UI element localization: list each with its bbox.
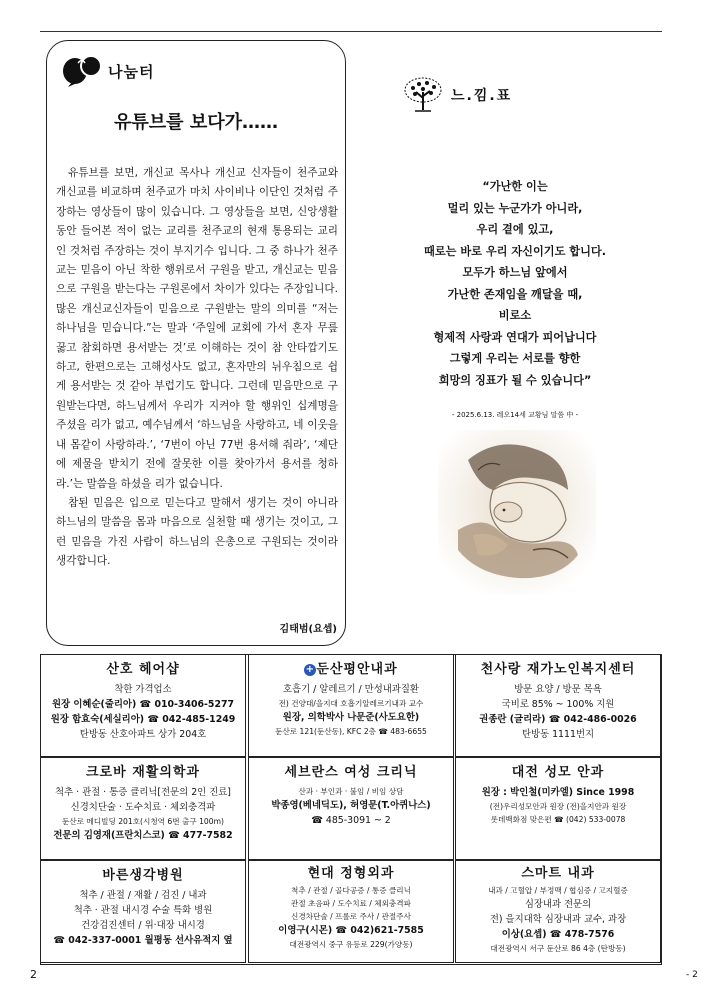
ad-line: 둔산로 121(둔산동), KFC 2층 ☎ 483-6655: [275, 727, 427, 736]
ad-line: 척추 / 관절 / 골다공증 / 통증 클리닉: [291, 886, 411, 895]
ad-title: 스마트 내과: [521, 866, 595, 881]
tree-icon: [403, 76, 443, 114]
ad-line: ☎ 485-3091 ~ 2: [311, 815, 391, 826]
ad-cell: [248, 860, 454, 963]
quote-line: 멀리 있는 누군가가 아니라,: [447, 201, 583, 215]
page-number: 2: [30, 968, 37, 981]
ad-cell: [248, 757, 454, 860]
ad-line: 방문 요양 / 방문 목욕: [514, 684, 602, 695]
ad-line: 대전광역시 중구 유등로 229(가양동): [289, 940, 413, 949]
page-edge-mark: - 2: [686, 970, 698, 980]
ad-line: 척추 · 관절 내시경 수술 특화 병원: [73, 905, 213, 916]
speech-bubbles-icon: [62, 54, 102, 88]
ad-cell: [40, 860, 246, 963]
ad-line: 국비로 85% ~ 100% 지원: [501, 699, 615, 710]
ad-line: 호흡기 / 알레르기 / 만성내과질환: [283, 684, 419, 695]
column-body: [56, 164, 338, 572]
ad-line: (전)우리성모안과 원장 (전)을지안과 원장: [489, 802, 627, 811]
ad-line: 탄방동 산호아파트 상가 204호: [79, 729, 207, 740]
ad-line: 전문의 김영재(프란치스코) ☎ 477-7582: [53, 830, 233, 841]
ad-line: 원장 이혜순(줄리아) ☎ 010-3406-5277: [51, 699, 235, 710]
column-author: 김태범(요셉): [279, 624, 337, 635]
quote-line: 형제적 사랑과 연대가 피어납니다: [433, 330, 597, 344]
ad-line: ☎ 042-337-0001 월평동 선사유적지 옆: [53, 935, 233, 946]
ad-title: 세브란스 여성 크리닉: [284, 765, 418, 780]
ad-line: 내과 / 고혈압 / 부정맥 / 협심증 / 고지혈증: [488, 886, 628, 895]
ad-cell: [40, 757, 246, 860]
ad-line: 척추 / 관절 / 재활 / 검진 / 내과: [79, 890, 207, 901]
medical-cross-icon: +: [305, 664, 315, 675]
column-header: [62, 54, 154, 88]
ad-cell: [455, 757, 661, 860]
quote: [360, 176, 670, 391]
ad-title: 크로바 재활의학과: [86, 765, 200, 780]
ad-title: 산호 헤어샵: [106, 662, 180, 677]
ad-line: 대전광역시 서구 둔산로 86 4층 (탄방동): [490, 944, 626, 953]
ad-cell: [455, 654, 661, 757]
quote-source: - 2025.6.13. 레오14세 교황님 말씀 中 -: [451, 411, 579, 419]
ad-title: 현대 정형외과: [307, 866, 395, 881]
quote-line: 비로소: [498, 309, 532, 322]
ad-line: 신경차단술 / 프롤로 주사 / 관절주사: [291, 912, 411, 921]
quote-line: 희망의 징표가 될 수 있습니다”: [438, 373, 592, 387]
column-title: 유튜브를 보다가……: [114, 112, 278, 133]
ad-line: 착한 가격업소: [114, 684, 172, 695]
ad-line: 권종란 (글리라) ☎ 042-486-0026: [479, 714, 637, 725]
ad-line: 박종영(베네딕도), 허영문(T.아퀴나스): [271, 800, 431, 811]
ad-line: 원장 : 박인철(미카엘) Since 1998: [481, 787, 635, 798]
ad-line: 원장 함효숙(세실리아) ☎ 042-485-1249: [50, 714, 236, 725]
ad-line: 둔산로 메디빌딩 201호(시청역 6번 출구 100m): [62, 817, 224, 826]
ad-line: 전) 을지대학 심장내과 교수, 과장: [489, 914, 627, 925]
ad-line: 탄방동 1111번지: [521, 729, 595, 740]
quote-line: “가난한 이는: [482, 180, 548, 193]
quote-line: 그렇게 우리는 서로를 향한: [449, 352, 581, 365]
ad-title: [249, 658, 453, 682]
ad-line: 이상(요셉) ☎ 478-7576: [501, 929, 615, 940]
ad-title-text: 둔산평안내과: [316, 662, 398, 677]
section-label: 느.낌.표: [451, 88, 513, 104]
quote-line: 모두가 하느님 앞에서: [462, 266, 568, 279]
shepherd-lamb-illustration: [438, 430, 596, 595]
feeling-header: [403, 76, 512, 114]
ad-line: 건강검진센터 / 위·대장 내시경: [81, 920, 205, 931]
ad-line: 심장내과 전문의: [524, 899, 592, 910]
ad-line: 롯데백화점 맞은편 ☎ (042) 533-0078: [490, 815, 626, 824]
quote-line: 우리 곁에 있고,: [476, 223, 554, 236]
ad-title: 천사랑 재가노인복지센터: [480, 662, 636, 677]
ad-title: 바른생각병원: [102, 868, 184, 883]
ad-line: 이영구(시몬) ☎ 042)621-7585: [278, 925, 424, 936]
ad-title: 대전 성모 안과: [511, 765, 605, 780]
ad-line: 산과 · 부인과 · 불임 / 비임 상담: [298, 787, 404, 796]
section-label: 나눔터: [108, 62, 155, 81]
quote-line: 가난한 존재임을 깨달을 때,: [447, 287, 583, 301]
quote-line: 때로는 바로 우리 자신이기도 합니다.: [424, 244, 606, 258]
ad-cell: [455, 860, 661, 963]
column-paragraph: 유튜브를 보면, 개신교 목사나 개신교 신자들이 천주교와 개신교를 비교하며 천주교가 마치 사이비나 이단인 것처럼 주장하는 영상들이 많이 있습니다. 그 영상들을 보면, 신앙생활 동안 들어본 적이 없는 교리를 천주교의 현재 통용되는 교리인 것처럼 주장하는 것이 부지기수 입니다. 그 중 하나가 천주교는 믿음이 아닌 착한 행위로서 구원을 받고, 개신교는 믿음으로 구원을 받는다는 구원론에서 차이가 있다는 주장입니다. 많은 개신교신자들이 믿음으로 구원받는 말의 의미를 “저는 하나님을 믿습니다.”는 말과 ‘주일에 교회에 가서 혼자 무릎 꿇고 참회하면 용서받는 것’로 이해하는 것이 참 안타깝기도 하고, 한편으로는 고해성사도 없고, 혼자만의 뉘우침으로 쉽게 용서받는 것 같아 부럽기도 합니다. 그런데 믿음만으로 구원받는다면, 하느님께서 우리가 지켜야 할 행위인 십계명을 주셨을 리가 없고, 예수님께서 ‘하느님을 사랑하고, 네 이웃을 내 몸같이 사랑하라.’, ‘7번이 아닌 77번 용서해 줘라’, ‘제단에 제물을 받치기 전에 잘못한 이를 찾아가서 용서를 청하라.’는 말씀을 하셨을 리가 없습니다.: [56, 167, 338, 490]
ad-line: 전) 건양대/을지대 호흡기알레르기내과 교수: [278, 699, 424, 708]
top-rule: [40, 31, 662, 32]
ad-line: 원장, 의학박사 나문준(사도요한): [282, 712, 420, 723]
column-paragraph: 참된 믿음은 입으로 믿는다고 말해서 생기는 것이 아니라 하느님의 말씀을 몸과 마음으로 실천할 때 생기는 것이고, 그런 믿음을 가진 사람이 하느님의 은총으로 구원되는 것이라 생각합니다.: [56, 496, 338, 568]
ad-cell: [248, 654, 454, 757]
ad-line: 척추 · 관절 · 통증 클리닉[전문의 2인 진료]: [55, 787, 231, 798]
ad-line: 신경치단술 · 도수치료 · 체외충격파: [70, 802, 216, 813]
ad-cell: [40, 654, 246, 757]
ad-line: 관절 초음파 / 도수치료 / 체외충격파: [291, 899, 411, 908]
